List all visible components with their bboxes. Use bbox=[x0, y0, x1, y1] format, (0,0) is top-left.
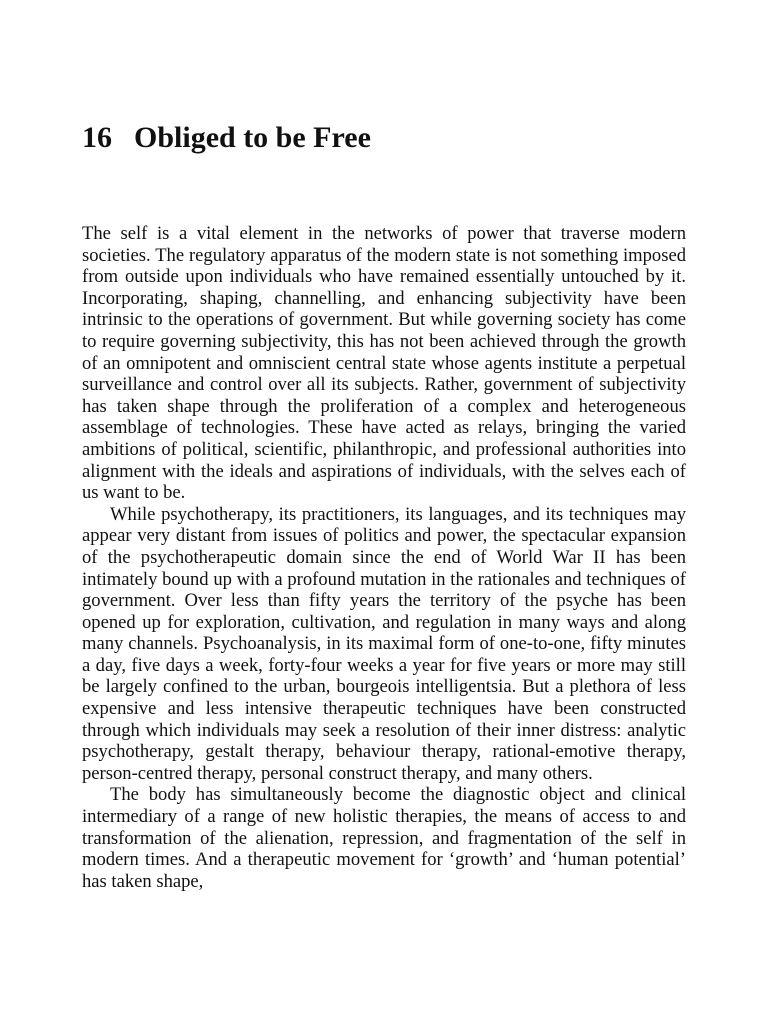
chapter-title: Obliged to be Free bbox=[134, 121, 371, 154]
paragraph: The self is a vital element in the networks of power that traverse modern societies. The regulatory apparatus of the modern state is not something imposed from outside upon individuals who have remained essentially untouched by it. Incorporating, shaping, channelling, and enhancing subjectivity have been intrinsic to the operations of government. But while governing society has come to require governing subjectivity, this has not been achieved through the growth of an omnipotent and omniscient central state whose agents institute a perpetual surveillance and control over all its subjects. Rather, government of subjectivity has taken shape through the proliferation of a complex and heterogeneous assemblage of technologies. These have acted as relays, bringing the varied ambitions of political, scientific, philanthropic, and professional authorities into alignment with the ideals and aspirations of individuals, with the selves each of us want to be. bbox=[82, 223, 686, 504]
body-text bbox=[82, 223, 686, 892]
paragraph: The body has simultaneously become the diagnostic object and clinical intermediary of a range of new holistic therapies, the means of access to and transformation of the alienation, repression, and fragmentation of the self in modern times. And a therapeutic movement for ‘growth’ and ‘human potential’ has taken shape, bbox=[82, 784, 686, 892]
chapter-number: 16 bbox=[82, 121, 112, 154]
paragraph: While psychotherapy, its practitioners, its languages, and its techniques may appear very distant from issues of politics and power, the spectacular expansion of the psychotherapeutic domain since the end of World War II has been intimately bound up with a profound mutation in the rationales and techniques of government. Over less than fifty years the territory of the psyche has been opened up for exploration, cultivation, and regulation in many ways and along many channels. Psychoanalysis, in its maximal form of one-to-one, fifty minutes a day, five days a week, forty-four weeks a year for five years or more may still be largely confined to the urban, bourgeois intelligentsia. But a plethora of less expensive and less intensive therapeutic techniques have been constructed through which individuals may seek a resolution of their inner distress: analytic psychotherapy, gestalt therapy, behaviour therapy, rational-emotive therapy, person-centred therapy, personal construct therapy, and many others. bbox=[82, 503, 686, 784]
chapter-heading bbox=[82, 118, 371, 158]
